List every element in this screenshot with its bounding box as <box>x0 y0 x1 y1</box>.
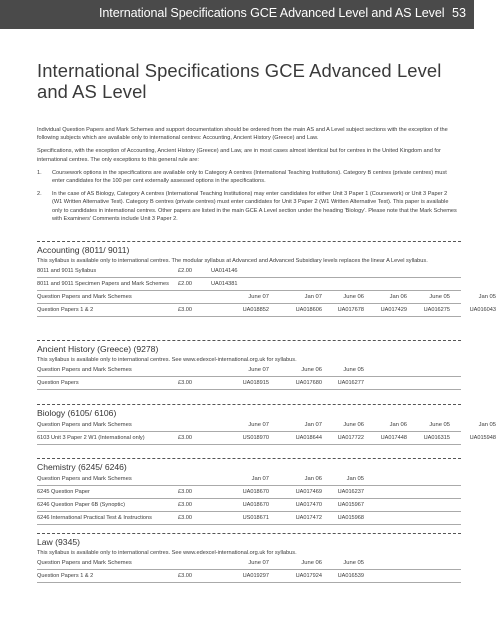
row-code: UA015967 <box>337 502 364 508</box>
row-code: UA017448 <box>380 435 407 441</box>
row-code: UA014146 <box>211 268 238 274</box>
table-row <box>37 265 461 278</box>
row-label: 6246 International Practical Test & Instructions <box>37 515 152 521</box>
section-description: This syllabus is available only to international centres. See www.edexcel-international.org.uk for syllabus. <box>37 550 297 556</box>
running-header <box>0 0 474 29</box>
table-header-row <box>37 419 496 432</box>
column-header: June 07 <box>248 422 269 428</box>
subject-section <box>37 404 496 445</box>
column-header: June 07 <box>248 294 269 300</box>
row-label: 6245 Question Paper <box>37 489 90 495</box>
column-header: June 06 <box>301 560 322 566</box>
column-header: June 07 <box>248 367 269 373</box>
row-code: UA016043 <box>469 307 496 313</box>
row-price: £2.00 <box>178 281 192 287</box>
row-code: UA018670 <box>242 502 269 508</box>
column-header-label: Question Papers and Mark Schemes <box>37 367 132 373</box>
column-header-label: Question Papers and Mark Schemes <box>37 560 132 566</box>
row-code: UA017472 <box>295 515 322 521</box>
row-price: £3.00 <box>178 307 192 313</box>
section-heading: Accounting (8011/ 9011) <box>37 241 461 256</box>
list-item <box>37 190 457 223</box>
subject-section <box>37 340 461 390</box>
row-code: UA018670 <box>242 489 269 495</box>
row-price: £3.00 <box>178 515 192 521</box>
table-header-row <box>37 291 496 304</box>
page-number: 53 <box>451 6 466 20</box>
list-item <box>37 169 457 185</box>
column-header: June 05 <box>429 422 450 428</box>
page-title: International Specifications GCE Advanced Level and AS Level <box>37 60 442 102</box>
column-header: Jan 05 <box>478 294 496 300</box>
row-label: 6103 Unit 3 Paper 2 W1 (International only) <box>37 435 145 441</box>
row-price: £3.00 <box>178 502 192 508</box>
table-row <box>37 432 496 445</box>
row-label: Question Papers 1 & 2 <box>37 307 94 313</box>
row-code: UA017469 <box>295 489 322 495</box>
row-price: £2.00 <box>178 268 192 274</box>
list-item-text: In the case of AS Biology, Category A centres (International Teaching Institutions) may enter candidates for either Unit 3 Paper 1 (Coursework) or Unit 3 Paper 2 (W1 Written Alternative Test). Category B centres (private centres) must enter candidates for Unit 3 Paper 2 (W1 Written Alternative Test). This paper is available only to candidates in international centres. Other papers are listed in the main GCE A Level section under the heading 'Biology'. Please note that the Mark Schemes with Examiners' Comments include Unit 3 Paper 2. <box>52 191 457 222</box>
column-header-label: Question Papers and Mark Schemes <box>37 294 132 300</box>
row-code: UA016539 <box>337 573 364 579</box>
row-code: UA017470 <box>295 502 322 508</box>
table-row <box>37 570 461 583</box>
row-code: UA014381 <box>211 281 238 287</box>
row-code: UA017429 <box>380 307 407 313</box>
row-code: UA016275 <box>423 307 450 313</box>
row-code: US018671 <box>242 515 269 521</box>
table-header-row <box>37 364 461 377</box>
row-code: UA018915 <box>242 380 269 386</box>
row-code: UA015948 <box>469 435 496 441</box>
column-header: Jan 07 <box>304 294 322 300</box>
row-code: UA015968 <box>337 515 364 521</box>
subject-section <box>37 458 461 525</box>
column-header: June 05 <box>343 367 364 373</box>
column-header: June 06 <box>343 294 364 300</box>
row-label: 6246 Question Paper 6B (Synoptic) <box>37 502 125 508</box>
exceptions-list <box>37 169 457 223</box>
table-row <box>37 512 461 525</box>
row-code: UA019297 <box>242 573 269 579</box>
column-header: Jan 06 <box>389 294 407 300</box>
row-code: UA017678 <box>337 307 364 313</box>
subject-section <box>37 241 496 317</box>
table-row <box>37 499 461 512</box>
column-header: Jan 06 <box>389 422 407 428</box>
column-header-label: Question Papers and Mark Schemes <box>37 476 132 482</box>
running-header-title: International Specifications GCE Advanced Level and AS Level <box>99 6 445 20</box>
column-header: Jan 07 <box>251 476 269 482</box>
row-code: UA017680 <box>295 380 322 386</box>
table-header-row <box>37 557 461 570</box>
section-description: This syllabus is available only to international centres. The modular syllabus at Advanced and Advanced Subsidiary levels replaces the linear A Level syllabus. <box>37 258 428 264</box>
section-heading: Law (9345) <box>37 533 461 548</box>
row-code: UA018606 <box>295 307 322 313</box>
row-price: £3.00 <box>178 380 192 386</box>
intro-paragraph-1: Individual Question Papers and Mark Schemes and support documentation should be ordered from the main AS and A Level subject sections with the exception of the following subjects which are available only to international centres: Accounting, Ancient History (Greece) and Law. <box>37 127 448 142</box>
table-row <box>37 377 461 390</box>
column-header: June 07 <box>248 560 269 566</box>
list-item-number: 1. <box>37 169 42 176</box>
section-heading: Biology (6105/ 6106) <box>37 404 461 419</box>
row-label: 8011 and 9011 Syllabus <box>37 268 97 274</box>
row-code: UA017722 <box>337 435 364 441</box>
section-description: This syllabus is available only to international centres. See www.edexcel-international.org.uk for syllabus. <box>37 357 297 363</box>
row-code: UA018644 <box>295 435 322 441</box>
row-label: Question Papers <box>37 380 79 386</box>
list-item-text: Coursework options in the specifications are available only to Category A centres (International Teaching Institutions). Category B centres (private centres) must enter candidates for the 100 per cent externally assessed options in the specifications. <box>52 169 447 185</box>
column-header: Jan 06 <box>304 476 322 482</box>
table-header-row <box>37 473 461 486</box>
column-header: Jan 05 <box>346 476 364 482</box>
column-header: Jan 05 <box>478 422 496 428</box>
row-code: UA017924 <box>295 573 322 579</box>
row-code: UA016315 <box>423 435 450 441</box>
row-price: £3.00 <box>178 489 192 495</box>
row-price: £3.00 <box>178 435 192 441</box>
row-code: UA018852 <box>242 307 269 313</box>
column-header: June 06 <box>343 422 364 428</box>
table-row <box>37 486 461 499</box>
table-row <box>37 304 496 317</box>
column-header: June 06 <box>301 367 322 373</box>
row-label: Question Papers 1 & 2 <box>37 573 94 579</box>
section-heading: Ancient History (Greece) (9278) <box>37 340 461 355</box>
row-code: US018970 <box>242 435 269 441</box>
list-item-number: 2. <box>37 191 42 198</box>
row-price: £3.00 <box>178 573 192 579</box>
column-header: June 05 <box>429 294 450 300</box>
intro-text <box>37 126 457 228</box>
column-header: Jan 07 <box>304 422 322 428</box>
intro-paragraph-2: Specifications, with the exception of Accounting, Ancient History (Greece) and Law, are in most cases almost identical but for centres in the United Kingdom and for international centres. The only exceptions to this general rule are: <box>37 148 441 163</box>
section-heading: Chemistry (6245/ 6246) <box>37 458 461 473</box>
row-label: 8011 and 9011 Specimen Papers and Mark Schemes <box>37 281 169 287</box>
column-header-label: Question Papers and Mark Schemes <box>37 422 132 428</box>
row-code: UA016237 <box>337 489 364 495</box>
column-header: June 05 <box>343 560 364 566</box>
subject-section <box>37 533 461 583</box>
table-row <box>37 278 461 291</box>
row-code: UA016277 <box>337 380 364 386</box>
